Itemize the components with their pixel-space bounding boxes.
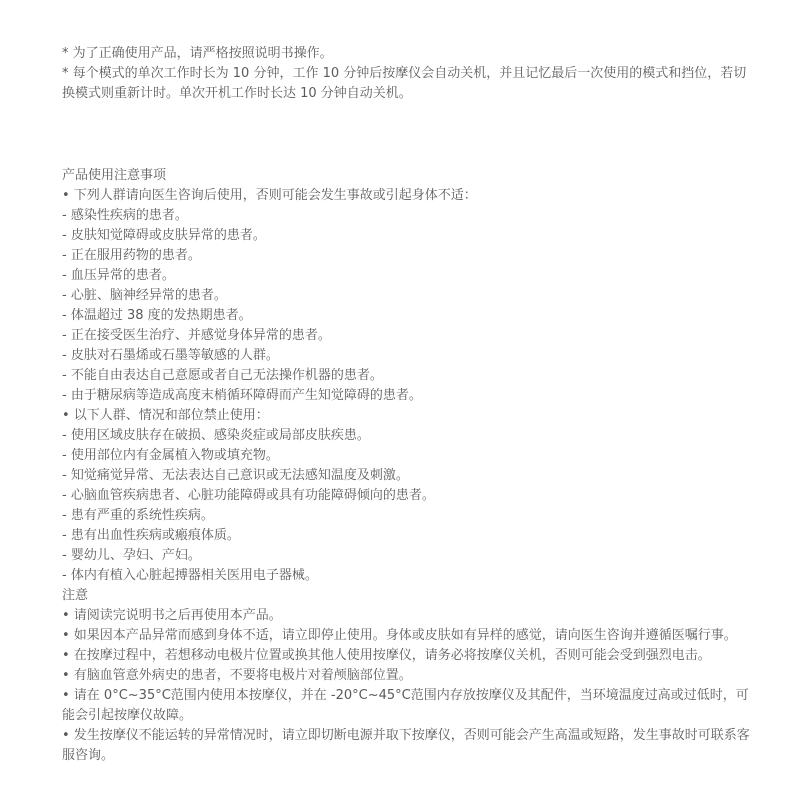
manual-page (62, 44, 752, 763)
list-item: - 不能自由表达自己意愿或者自己无法操作机器的患者。 (62, 368, 383, 383)
intro-notes (62, 44, 752, 104)
list-item: • 发生按摩仪不能运转的异常情况时，请立即切断电源并取下按摩仪，否则可能会产生高温或短路，发生事故时可联系客服咨询。 (62, 728, 750, 763)
list-item: - 体温超过 38 度的发热期患者。 (62, 308, 252, 323)
intro-line-2: * 每个模式的单次工作时长为 10 分钟，工作 10 分钟后按摩仪会自动关机，并且记忆最后一次使用的模式和挡位，若切换模式则重新计时。单次开机工作时长达 10 分钟自动关机。 (62, 66, 747, 101)
list-item: • 请阅读完说明书之后再使用本产品。 (62, 608, 282, 623)
list-item: • 有脑血管意外病史的患者，不要将电极片对着颅脑部位置。 (62, 668, 412, 683)
list-item: - 皮肤对石墨烯或石墨等敏感的人群。 (62, 348, 279, 363)
list-item: • 以下人群、情况和部位禁止使用： (62, 408, 269, 423)
list-item: • 请在 0°C~35°C范围内使用本按摩仪，并在 -20°C~45°C范围内存放按摩仪及其配件，当环境温度过高或过低时，可能会引起按摩仪故障。 (62, 688, 749, 723)
list-item: • 如果因本产品异常而感到身体不适，请立即停止使用。身体或皮肤如有异样的感觉，请向医生咨询并遵循医嘱行事。 (62, 628, 737, 643)
list-item: - 使用部位内有金属植入物或填充物。 (62, 448, 279, 463)
list-item: - 皮肤知觉障碍或皮肤异常的患者。 (62, 228, 266, 243)
safety-section (62, 166, 752, 766)
notes-list (62, 606, 752, 766)
list-item: - 正在服用药物的患者。 (62, 248, 201, 263)
list-item: - 使用区域皮肤存在破损、感染炎症或局部皮肤疾患。 (62, 428, 370, 443)
list-item: - 由于糖尿病等造成高度末梢循环障碍而产生知觉障碍的患者。 (62, 388, 422, 403)
list-item: - 患有严重的系统性疾病。 (62, 508, 214, 523)
list-item: - 婴幼儿、孕妇、产妇。 (62, 548, 201, 563)
list-item: • 在按摩过程中，若想移动电极片位置或换其他人使用按摩仪，请务必将按摩仪关机，否则可能会受到强烈电击。 (62, 648, 711, 663)
list-item: • 下列人群请向医生咨询后使用，否则可能会发生事故或引起身体不适： (62, 188, 477, 203)
list-item: - 血压异常的患者。 (62, 268, 175, 283)
notes-heading: 注意 (62, 588, 89, 603)
list-item: - 感染性疾病的患者。 (62, 208, 188, 223)
intro-line-1: * 为了正确使用产品，请严格按照说明书操作。 (62, 46, 333, 61)
list-item: - 知觉痛觉异常、无法表达自己意识或无法感知温度及刺激。 (62, 468, 409, 483)
list-item: - 心脏、脑神经异常的患者。 (62, 288, 227, 303)
list-item: - 正在接受医生治疗、并感觉身体异常的患者。 (62, 328, 331, 343)
list-item: - 体内有植入心脏起搏器相关医用电子器械。 (62, 568, 318, 583)
precautions-list (62, 186, 752, 586)
list-item: - 心脑血管疾病患者、心脏功能障碍或具有功能障碍倾向的患者。 (62, 488, 435, 503)
list-item: - 患有出血性疾病或瘢痕体质。 (62, 528, 240, 543)
precautions-heading: 产品使用注意事项 (62, 168, 167, 183)
